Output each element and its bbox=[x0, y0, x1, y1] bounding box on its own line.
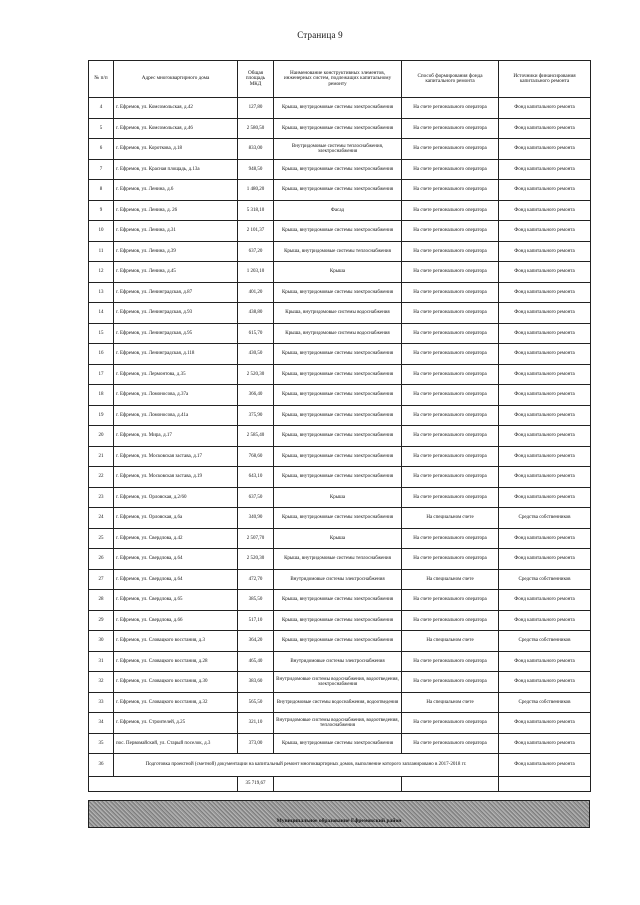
row-method: На счете регионального оператора bbox=[402, 446, 499, 467]
row-method: На счете регионального оператора bbox=[402, 549, 499, 570]
row-number: 11 bbox=[89, 241, 114, 262]
row-area: 643,10 bbox=[238, 467, 274, 488]
row-area: 465,40 bbox=[238, 651, 274, 672]
row-elements: Фасад bbox=[274, 200, 402, 221]
row-elements: Внутридомовые системы водоснабжения, водоотведения, электроснабжения bbox=[274, 672, 402, 693]
row-area: 375,90 bbox=[238, 405, 274, 426]
row-area: 2 520,30 bbox=[238, 549, 274, 570]
row-address: г. Ефремов, ул. Ленинградская, д.95 bbox=[114, 323, 238, 344]
row-area: 366,40 bbox=[238, 385, 274, 406]
row-number: 10 bbox=[89, 221, 114, 242]
row-method: На счете регионального оператора bbox=[402, 426, 499, 447]
row-elements: Крыша, внутридомовые системы водоснабжения bbox=[274, 323, 402, 344]
row-area: 340,90 bbox=[238, 508, 274, 529]
row-number: 30 bbox=[89, 631, 114, 652]
row-method: На счете регионального оператора bbox=[402, 733, 499, 754]
row-address: г. Ефремов, ул. Ломоносова, д.41а bbox=[114, 405, 238, 426]
row-method: На счете регионального оператора bbox=[402, 241, 499, 262]
row-source: Фонд капитального ремонта bbox=[499, 200, 591, 221]
row-method: На счете регионального оператора bbox=[402, 159, 499, 180]
note-source: Фонд капитального ремонта bbox=[499, 754, 591, 777]
row-address: г. Ефремов, ул. Строителей, д.25 bbox=[114, 713, 238, 734]
row-elements: Крыша, внутридомовые системы электроснабжения bbox=[274, 118, 402, 139]
table-row bbox=[89, 118, 591, 139]
row-address: г. Ефремов, ул. Орловская, д.6а bbox=[114, 508, 238, 529]
row-area: 2 520,30 bbox=[238, 364, 274, 385]
row-source: Фонд капитального ремонта bbox=[499, 426, 591, 447]
note-text: Подготовка проектной (сметной) документации на капитальный ремонт многоквартирных домов, выполнение которого запланировано в 2017-2018 гг. bbox=[114, 754, 499, 777]
row-source: Фонд капитального ремонта bbox=[499, 405, 591, 426]
header-area: Общая площадь МКД bbox=[238, 61, 274, 98]
row-method: На счете регионального оператора bbox=[402, 262, 499, 283]
row-area: 637,50 bbox=[238, 487, 274, 508]
total-empty-method bbox=[402, 777, 499, 792]
row-number: 23 bbox=[89, 487, 114, 508]
note-number: 36 bbox=[89, 754, 114, 777]
row-elements: Крыша, внутридомовые системы электроснабжения bbox=[274, 282, 402, 303]
row-number: 19 bbox=[89, 405, 114, 426]
row-number: 14 bbox=[89, 303, 114, 324]
row-address: г. Ефремов, ул. Мира, д.17 bbox=[114, 426, 238, 447]
row-source: Фонд капитального ремонта bbox=[499, 221, 591, 242]
row-area: 2 585,40 bbox=[238, 426, 274, 447]
row-address: пос. Первомайский, ул. Старый поселок, д.3 bbox=[114, 733, 238, 754]
row-area: 948,50 bbox=[238, 159, 274, 180]
row-source: Фонд капитального ремонта bbox=[499, 446, 591, 467]
row-address: г. Ефремов, ул. Ломоносова, д.37а bbox=[114, 385, 238, 406]
table-row bbox=[89, 713, 591, 734]
row-address: г. Ефремов, ул. Свердлова, д.66 bbox=[114, 610, 238, 631]
row-elements: Крыша, внутридомовые системы электроснабжения bbox=[274, 446, 402, 467]
row-area: 5 318,10 bbox=[238, 200, 274, 221]
table-row bbox=[89, 446, 591, 467]
row-elements: Крыша bbox=[274, 262, 402, 283]
table-row bbox=[89, 98, 591, 119]
row-method: На счете регионального оператора bbox=[402, 672, 499, 693]
row-area: 383,60 bbox=[238, 672, 274, 693]
table-body bbox=[89, 98, 591, 754]
row-area: 364,20 bbox=[238, 631, 274, 652]
row-method: На счете регионального оператора bbox=[402, 323, 499, 344]
footer-text: Муниципальное образование Ефремовский район bbox=[276, 818, 402, 824]
row-source: Фонд капитального ремонта bbox=[499, 713, 591, 734]
row-address: г. Ефремов, ул. Комсомольская, д.42 bbox=[114, 98, 238, 119]
row-area: 615,70 bbox=[238, 323, 274, 344]
row-address: г. Ефремов, ул. Свердлова, д.42 bbox=[114, 528, 238, 549]
table-row bbox=[89, 282, 591, 303]
row-number: 15 bbox=[89, 323, 114, 344]
row-address: г. Ефремов, ул. Московская застава, д.19 bbox=[114, 467, 238, 488]
row-source: Фонд капитального ремонта bbox=[499, 118, 591, 139]
header-address: Адрес многоквартирного дома bbox=[114, 61, 238, 98]
row-number: 25 bbox=[89, 528, 114, 549]
row-address: г. Ефремов, ул. Свердлова, д.64 bbox=[114, 569, 238, 590]
row-address: г. Ефремов, ул. Ленина, д.45 bbox=[114, 262, 238, 283]
row-source: Фонд капитального ремонта bbox=[499, 487, 591, 508]
row-area: 472,70 bbox=[238, 569, 274, 590]
row-area: 1 480,20 bbox=[238, 180, 274, 201]
row-source: Фонд капитального ремонта bbox=[499, 467, 591, 488]
row-area: 833,00 bbox=[238, 139, 274, 160]
row-area: 127,80 bbox=[238, 98, 274, 119]
row-area: 2 580,50 bbox=[238, 118, 274, 139]
row-address: г. Ефремов, ул. Ленина, д.39 bbox=[114, 241, 238, 262]
row-area: 430,50 bbox=[238, 344, 274, 365]
row-number: 33 bbox=[89, 692, 114, 713]
header-num: № п/п bbox=[89, 61, 114, 98]
row-number: 5 bbox=[89, 118, 114, 139]
table-row bbox=[89, 610, 591, 631]
row-area: 2 101,37 bbox=[238, 221, 274, 242]
row-method: На счете регионального оператора bbox=[402, 118, 499, 139]
table-row bbox=[89, 344, 591, 365]
table-row bbox=[89, 385, 591, 406]
row-elements: Крыша, внутридомовые системы электроснабжения bbox=[274, 344, 402, 365]
table-row bbox=[89, 692, 591, 713]
row-address: г. Ефремов, ул. Ленинградская, д.118 bbox=[114, 344, 238, 365]
row-source: Фонд капитального ремонта bbox=[499, 303, 591, 324]
row-address: г. Ефремов, ул. Ленинградская, д.87 bbox=[114, 282, 238, 303]
row-area: 565,50 bbox=[238, 692, 274, 713]
row-source: Фонд капитального ремонта bbox=[499, 98, 591, 119]
table-row-total bbox=[89, 777, 591, 792]
row-number: 29 bbox=[89, 610, 114, 631]
page-title: Страница 9 bbox=[297, 30, 343, 40]
row-elements: Крыша, внутридомовые системы водоснабжения bbox=[274, 303, 402, 324]
row-source: Фонд капитального ремонта bbox=[499, 344, 591, 365]
row-elements: Крыша, внутридомовые системы электроснабжения bbox=[274, 364, 402, 385]
row-number: 22 bbox=[89, 467, 114, 488]
row-elements: Крыша, внутридомовые системы электроснабжения bbox=[274, 610, 402, 631]
row-address: г. Ефремов, ул. Свердлова, д.65 bbox=[114, 590, 238, 611]
row-method: На специальном счете bbox=[402, 631, 499, 652]
row-address: г. Ефремов, ул. Орловская, д.2/60 bbox=[114, 487, 238, 508]
row-elements: Крыша, внутридомовые системы электроснабжения bbox=[274, 426, 402, 447]
row-address: г. Ефремов, ул. Свердлова, д.64 bbox=[114, 549, 238, 570]
row-area: 2 507,70 bbox=[238, 528, 274, 549]
table-row bbox=[89, 569, 591, 590]
row-method: На специальном счете bbox=[402, 569, 499, 590]
row-method: На специальном счете bbox=[402, 692, 499, 713]
row-area: 768,60 bbox=[238, 446, 274, 467]
row-source: Фонд капитального ремонта bbox=[499, 323, 591, 344]
table-row bbox=[89, 221, 591, 242]
total-area: 35 719,67 bbox=[238, 777, 274, 792]
row-elements: Крыша, внутридомовые системы электроснабжения bbox=[274, 180, 402, 201]
row-method: На счете регионального оператора bbox=[402, 487, 499, 508]
row-method: На счете регионального оператора bbox=[402, 98, 499, 119]
row-method: На счете регионального оператора bbox=[402, 139, 499, 160]
row-area: 373,00 bbox=[238, 733, 274, 754]
row-source: Фонд капитального ремонта bbox=[499, 159, 591, 180]
table-row bbox=[89, 651, 591, 672]
table-row bbox=[89, 487, 591, 508]
row-area: 438,80 bbox=[238, 303, 274, 324]
row-number: 17 bbox=[89, 364, 114, 385]
row-number: 20 bbox=[89, 426, 114, 447]
row-address: г. Ефремов, ул. Ленинградская, д.93 bbox=[114, 303, 238, 324]
table-row bbox=[89, 180, 591, 201]
row-method: На счете регионального оператора bbox=[402, 385, 499, 406]
row-method: На специальном счете bbox=[402, 508, 499, 529]
row-elements: Внутридомовые системы теплоснабжения, электроснабжения bbox=[274, 139, 402, 160]
row-number: 31 bbox=[89, 651, 114, 672]
row-method: На счете регионального оператора bbox=[402, 467, 499, 488]
table-row bbox=[89, 508, 591, 529]
row-source: Фонд капитального ремонта bbox=[499, 364, 591, 385]
row-elements: Крыша, внутридомовые системы электроснабжения bbox=[274, 385, 402, 406]
table-row bbox=[89, 672, 591, 693]
row-area: 401,20 bbox=[238, 282, 274, 303]
row-method: На счете регионального оператора bbox=[402, 200, 499, 221]
total-empty-source bbox=[499, 777, 591, 792]
row-method: На счете регионального оператора bbox=[402, 221, 499, 242]
row-number: 32 bbox=[89, 672, 114, 693]
row-source: Фонд капитального ремонта bbox=[499, 610, 591, 631]
row-elements: Крыша bbox=[274, 487, 402, 508]
footer-stamp-band bbox=[88, 800, 590, 828]
row-number: 34 bbox=[89, 713, 114, 734]
row-address: г. Ефремов, ул. Лермонтова, д.35 bbox=[114, 364, 238, 385]
row-address: г. Ефремов, ул. Словацкого восстания, д.28 bbox=[114, 651, 238, 672]
total-empty bbox=[89, 777, 238, 792]
row-number: 12 bbox=[89, 262, 114, 283]
row-method: На счете регионального оператора bbox=[402, 651, 499, 672]
header-elements: Наименование конструктивных элементов, инженерных систем, подлежащих капитальному ремонту bbox=[274, 61, 402, 98]
row-number: 27 bbox=[89, 569, 114, 590]
row-source: Фонд капитального ремонта bbox=[499, 733, 591, 754]
row-address: г. Ефремов, ул. Ленина, д.31 bbox=[114, 221, 238, 242]
row-elements: Крыша, внутридомовые системы электроснабжения bbox=[274, 467, 402, 488]
row-method: На счете регионального оператора bbox=[402, 590, 499, 611]
table-row bbox=[89, 241, 591, 262]
row-source: Фонд капитального ремонта bbox=[499, 241, 591, 262]
row-number: 16 bbox=[89, 344, 114, 365]
table-row bbox=[89, 323, 591, 344]
row-elements: Внутридомовые системы водоснабжения, водоотведения, теплоснабжения bbox=[274, 713, 402, 734]
row-elements: Крыша, внутридомовые системы электроснабжения bbox=[274, 631, 402, 652]
row-method: На счете регионального оператора bbox=[402, 610, 499, 631]
table-row bbox=[89, 590, 591, 611]
row-elements: Внутридомовые системы электроснабжения bbox=[274, 651, 402, 672]
table-row-note bbox=[89, 754, 591, 777]
row-source: Фонд капитального ремонта bbox=[499, 549, 591, 570]
row-area: 517,10 bbox=[238, 610, 274, 631]
table-row bbox=[89, 405, 591, 426]
row-area: 385,50 bbox=[238, 590, 274, 611]
total-empty-elements bbox=[274, 777, 402, 792]
row-number: 28 bbox=[89, 590, 114, 611]
row-elements: Крыша, внутридомовые системы теплоснабжения bbox=[274, 549, 402, 570]
table-row bbox=[89, 262, 591, 283]
row-elements: Крыша bbox=[274, 528, 402, 549]
row-number: 21 bbox=[89, 446, 114, 467]
row-address: г. Ефремов, ул. Словацкого восстания, д.3 bbox=[114, 631, 238, 652]
row-method: На счете регионального оператора bbox=[402, 303, 499, 324]
row-method: На счете регионального оператора bbox=[402, 282, 499, 303]
row-number: 6 bbox=[89, 139, 114, 160]
row-elements: Крыша, внутридомовые системы электроснабжения bbox=[274, 159, 402, 180]
header-source: Источники финансирования капитального ремонта bbox=[499, 61, 591, 98]
row-address: г. Ефремов, ул. Ленина, д. 26 bbox=[114, 200, 238, 221]
row-source: Фонд капитального ремонта bbox=[499, 139, 591, 160]
row-address: г. Ефремов, ул. Ленина, д.6 bbox=[114, 180, 238, 201]
row-elements: Внутридомовые системы водоснабжения, водоотведения bbox=[274, 692, 402, 713]
row-source: Средства собственников bbox=[499, 631, 591, 652]
row-number: 7 bbox=[89, 159, 114, 180]
row-source: Средства собственников bbox=[499, 569, 591, 590]
table-row bbox=[89, 528, 591, 549]
row-number: 24 bbox=[89, 508, 114, 529]
row-source: Средства собственников bbox=[499, 508, 591, 529]
table-row bbox=[89, 426, 591, 447]
table-row bbox=[89, 139, 591, 160]
repair-program-table bbox=[88, 60, 591, 792]
table-row bbox=[89, 549, 591, 570]
row-elements: Внутридомовые системы электроснабжения bbox=[274, 569, 402, 590]
row-method: На счете регионального оператора bbox=[402, 405, 499, 426]
row-number: 26 bbox=[89, 549, 114, 570]
row-method: На счете регионального оператора bbox=[402, 713, 499, 734]
row-source: Фонд капитального ремонта bbox=[499, 282, 591, 303]
row-method: На счете регионального оператора bbox=[402, 528, 499, 549]
row-number: 18 bbox=[89, 385, 114, 406]
table-row bbox=[89, 631, 591, 652]
row-address: г. Ефремов, ул. Красная площадь, д.13а bbox=[114, 159, 238, 180]
row-address: г. Ефремов, ул. Московская застава, д.17 bbox=[114, 446, 238, 467]
row-source: Фонд капитального ремонта bbox=[499, 590, 591, 611]
row-source: Фонд капитального ремонта bbox=[499, 180, 591, 201]
table-row bbox=[89, 159, 591, 180]
table-row bbox=[89, 364, 591, 385]
row-source: Фонд капитального ремонта bbox=[499, 262, 591, 283]
row-area: 637,20 bbox=[238, 241, 274, 262]
row-method: На счете регионального оператора bbox=[402, 344, 499, 365]
row-number: 9 bbox=[89, 200, 114, 221]
row-source: Фонд капитального ремонта bbox=[499, 672, 591, 693]
table-row bbox=[89, 467, 591, 488]
row-method: На счете регионального оператора bbox=[402, 180, 499, 201]
row-elements: Крыша, внутридомовые системы электроснабжения bbox=[274, 221, 402, 242]
row-address: г. Ефремов, ул. Словацкого восстания, д.30 bbox=[114, 672, 238, 693]
row-source: Фонд капитального ремонта bbox=[499, 528, 591, 549]
row-elements: Крыша, внутридомовые системы электроснабжения bbox=[274, 508, 402, 529]
row-elements: Крыша, внутридомовые системы электроснабжения bbox=[274, 98, 402, 119]
row-source: Фонд капитального ремонта bbox=[499, 385, 591, 406]
row-address: г. Ефремов, ул. Комсомольская, д.46 bbox=[114, 118, 238, 139]
row-number: 8 bbox=[89, 180, 114, 201]
row-number: 35 bbox=[89, 733, 114, 754]
row-area: 1 203,10 bbox=[238, 262, 274, 283]
row-number: 4 bbox=[89, 98, 114, 119]
header-method: Способ формирования фонда капитального ремонта bbox=[402, 61, 499, 98]
row-area: 321,10 bbox=[238, 713, 274, 734]
row-source: Фонд капитального ремонта bbox=[499, 651, 591, 672]
row-number: 13 bbox=[89, 282, 114, 303]
row-address: г. Ефремов, ул. Короткова, д.18 bbox=[114, 139, 238, 160]
row-elements: Крыша, внутридомовые системы теплоснабжения bbox=[274, 241, 402, 262]
row-address: г. Ефремов, ул. Словацкого восстания, д.32 bbox=[114, 692, 238, 713]
row-elements: Крыша, внутридомовые системы электроснабжения bbox=[274, 733, 402, 754]
row-elements: Крыша, внутридомовые системы электроснабжения bbox=[274, 590, 402, 611]
row-elements: Крыша, внутридомовые системы электроснабжения bbox=[274, 405, 402, 426]
table-row bbox=[89, 303, 591, 324]
row-source: Средства собственников bbox=[499, 692, 591, 713]
table-header-row bbox=[89, 61, 591, 98]
table-row bbox=[89, 200, 591, 221]
row-method: На счете регионального оператора bbox=[402, 364, 499, 385]
table-row bbox=[89, 733, 591, 754]
